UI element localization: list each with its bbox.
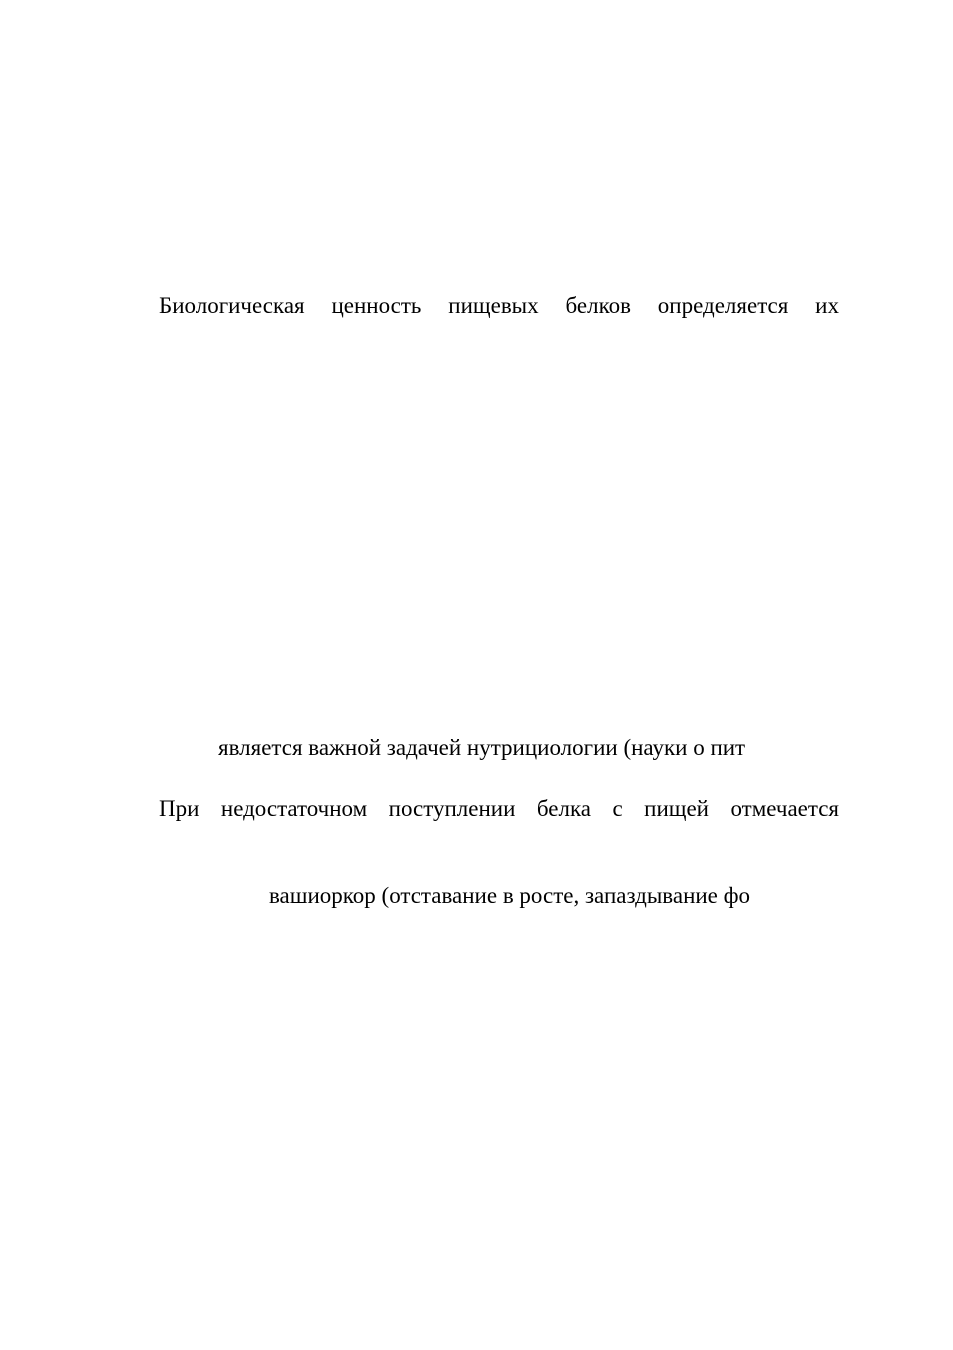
text-line-kwashiorkor: вашиоркор (отставание в росте, запаздывание фо: [269, 883, 751, 908]
text-line-biological-value: Биологическая ценность пищевых белков определяется их: [159, 293, 839, 318]
text-line-protein-deficiency: При недостаточном поступлении белка с пищей отмечается: [159, 796, 839, 821]
text-line-nutritiology-task: является важной задачей нутрициологии (науки о пит: [218, 735, 746, 760]
